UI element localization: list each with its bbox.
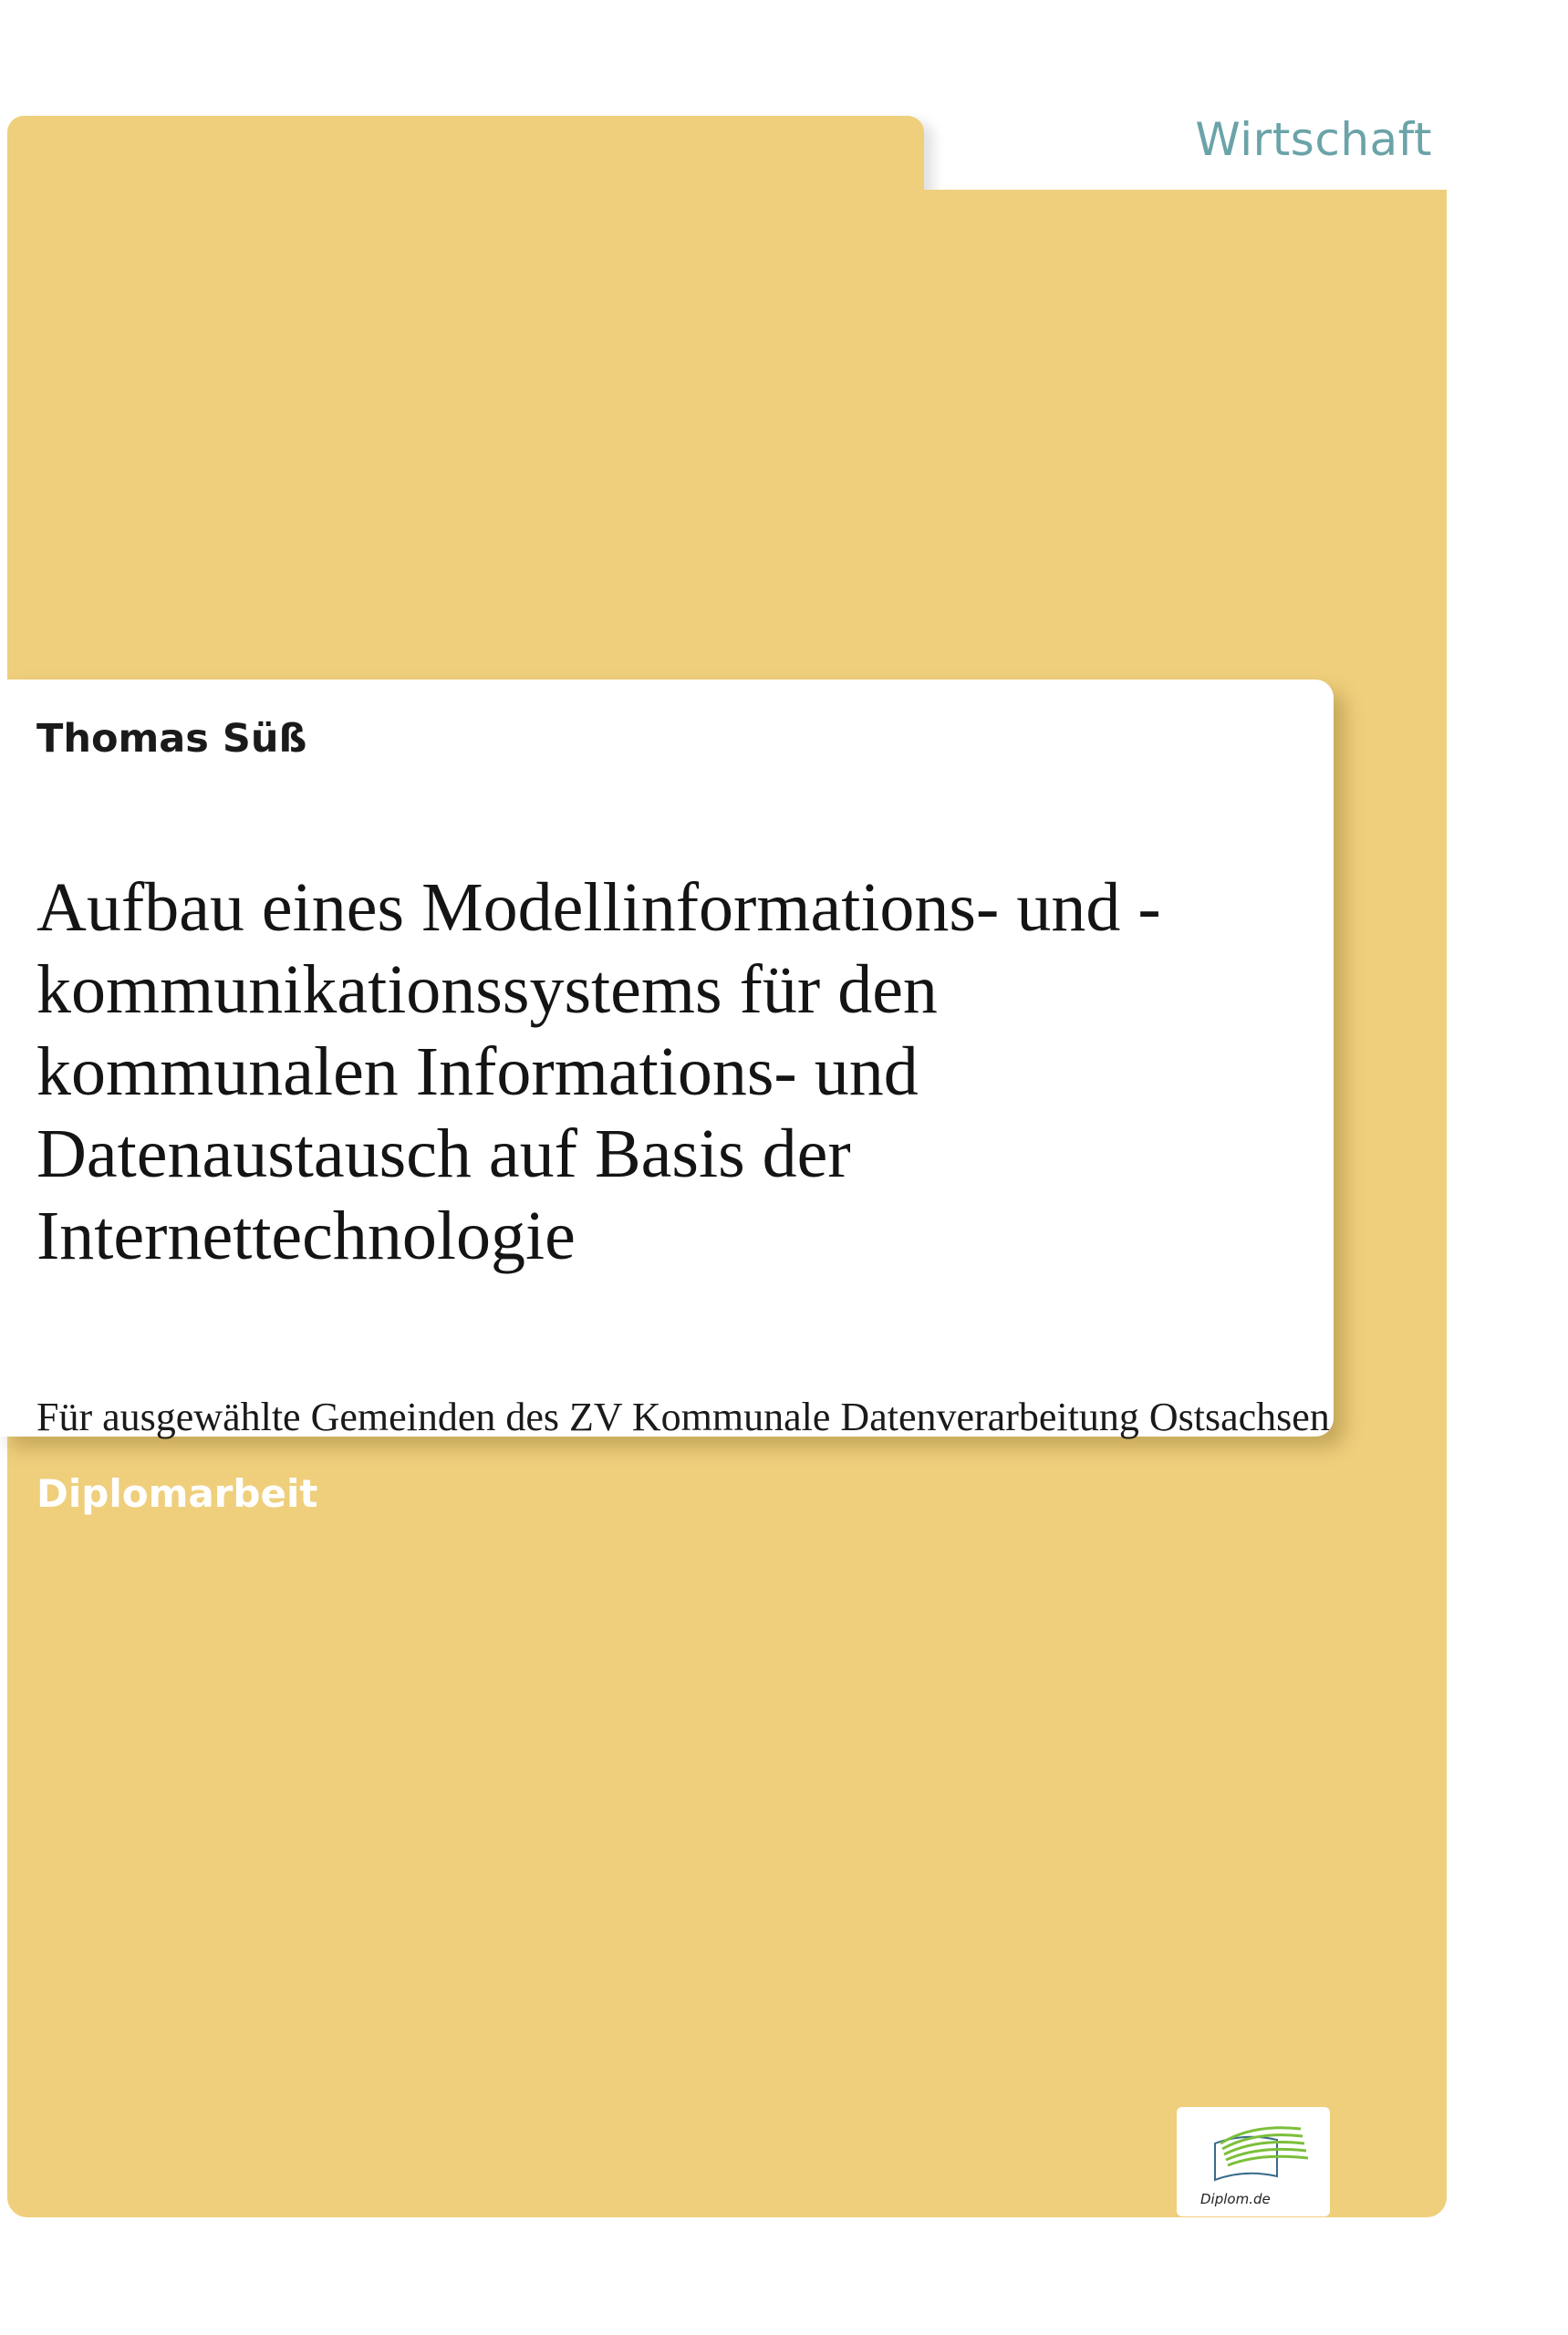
publisher-logo-text: Diplom.de [1200, 2191, 1271, 2207]
book-subtitle: Für ausgewählte Gemeinden des ZV Kommunale Datenverarbeitung Ostsachsen [36, 1395, 1330, 1439]
author-name: Thomas Süß [36, 716, 307, 762]
document-type: Diplomarbeit [36, 1471, 318, 1516]
publisher-logo [1177, 2107, 1330, 2216]
book-title: Aufbau eines Modellinformations- und -kommunikationssystems für den kommunalen Informations- und Datenaustausch auf Basis der Internettechnologie [36, 869, 1161, 1274]
category-label: Wirtschaft [1195, 113, 1432, 166]
book-pages-icon [1189, 2116, 1317, 2189]
